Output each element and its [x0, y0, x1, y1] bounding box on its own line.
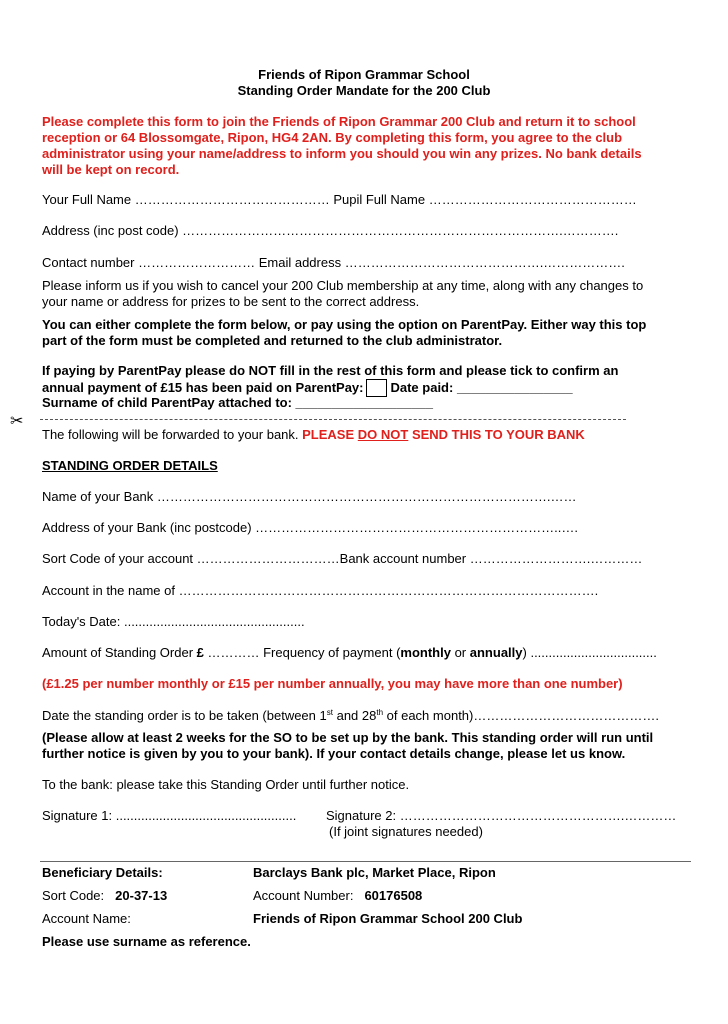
parentpay-surname[interactable]: Surname of child ParentPay attached to: ___________________ [42, 395, 433, 410]
beneficiary-label: Beneficiary Details: [42, 865, 163, 880]
notice-line-2: further notice is given by you to your bank). If your contact details change, please let us know. [42, 746, 626, 761]
forward-notice [42, 427, 585, 443]
form-subtitle: Standing Order Mandate for the 200 Club [237, 83, 491, 98]
bank-address-field[interactable]: Address of your Bank (inc postcode) ……………………………………………………………..…. [42, 520, 578, 535]
annually-option: annually [469, 645, 523, 660]
sort-code-value: 20-37-13 [115, 888, 168, 903]
standing-order-heading: STANDING ORDER DETAILS [42, 458, 218, 473]
date-taken-label: Date the standing order is to be taken (between 1 [42, 708, 327, 723]
beneficiary-bank: Barclays Bank plc, Market Place, Ripon [253, 865, 496, 880]
account-name-field[interactable]: Account in the name of ……………………………………………………………………………………. [42, 583, 599, 598]
contact-field[interactable]: Contact number ……………………… Email address ……………………………………….………………. [42, 255, 625, 270]
beneficiary-divider [40, 861, 691, 862]
th-suffix: th [376, 708, 384, 717]
frequency-label: ………… Frequency of payment ( [203, 645, 401, 660]
forward-warning-c: SEND THIS TO YOUR BANK [408, 427, 585, 442]
parentpay-date-paid[interactable]: Date paid: ________________ [390, 380, 573, 395]
options-line-2: part of the form must be completed and returned to the club administrator. [42, 333, 503, 348]
date-taken-field[interactable] [42, 708, 659, 724]
signature-2-field[interactable]: Signature 2: …………………………………………….………… [326, 808, 677, 823]
todays-date-field[interactable]: Today's Date: .................................................. [42, 614, 305, 629]
signature-1-field[interactable]: Signature 1: .................................................. [42, 808, 297, 823]
address-field[interactable]: Address (inc post code) …………………………………………………………………………….…………. [42, 223, 619, 238]
amount-label: Amount of Standing Order [42, 645, 197, 660]
inform-line-1: Please inform us if you wish to cancel your 200 Club membership at any time, along with any changes to [42, 278, 644, 293]
options-line-1: You can either complete the form below, or pay using the option on ParentPay. Either way this top [42, 317, 647, 332]
account-number-value: 60176508 [364, 888, 423, 903]
account-name-value: Friends of Ripon Grammar School 200 Club [253, 911, 523, 926]
sort-code-field[interactable]: Sort Code of your account ……………………………Bank account number ……………………….………… [42, 551, 643, 566]
frequency-dots: ) ................................... [522, 645, 657, 660]
sort-code-label: Sort Code: [42, 888, 105, 903]
form-title: Friends of Ripon Grammar School [258, 67, 470, 82]
inform-line-2: your name or address for prizes to be sent to the correct address. [42, 294, 420, 309]
cut-line [40, 419, 626, 420]
beneficiary-account-number [253, 888, 422, 904]
forward-warning-a: PLEASE [302, 427, 358, 442]
intro-line-1: Please complete this form to join the Friends of Ripon Grammar 200 Club and return it to school [42, 114, 636, 129]
notice-line-1: (Please allow at least 2 weeks for the SO to be set up by the bank. This standing order will run until [42, 730, 654, 745]
bank-name-field[interactable]: Name of your Bank ……………………………………………………………………………….…… [42, 489, 577, 504]
full-name-field[interactable]: Your Full Name ……………………………………… Pupil Full Name ………………………………………… [42, 192, 637, 207]
beneficiary-sort-code [42, 888, 167, 904]
forward-warning-do-not: DO NOT [357, 427, 409, 442]
intro-line-3: administrator using your name/address to inform you should you win any prizes. No bank details [42, 146, 642, 161]
reference-note: Please use surname as reference. [42, 934, 251, 949]
monthly-option: monthly [400, 645, 451, 660]
joint-signature-note: (If joint signatures needed) [329, 824, 483, 839]
intro-line-4: will be kept on record. [42, 162, 180, 177]
scissors-icon: ✂ [10, 413, 24, 430]
price-note: (£1.25 per number monthly or £15 per number annually, you may have more than one number) [42, 676, 623, 691]
parentpay-confirm-text: annual payment of £15 has been paid on ParentPay: [42, 380, 364, 395]
pound-sign: £ [196, 645, 204, 660]
parentpay-line-1: If paying by ParentPay please do NOT fill in the rest of this form and please tick to confirm an [42, 363, 619, 378]
forward-text: The following will be forwarded to your bank. [42, 427, 303, 442]
account-name-label: Account Name: [42, 911, 131, 926]
date-taken-and: and 28 [332, 708, 377, 723]
date-taken-dots: of each month)……………………………………. [383, 708, 659, 723]
account-number-label: Account Number: [253, 888, 354, 903]
to-bank-text: To the bank: please take this Standing Order until further notice. [42, 777, 410, 792]
st-suffix: st [326, 708, 333, 717]
or-text: or [450, 645, 470, 660]
amount-field[interactable] [42, 645, 657, 661]
intro-line-2: reception or 64 Blossomgate, Ripon, HG4 2AN. By completing this form, you agree to the club [42, 130, 623, 145]
